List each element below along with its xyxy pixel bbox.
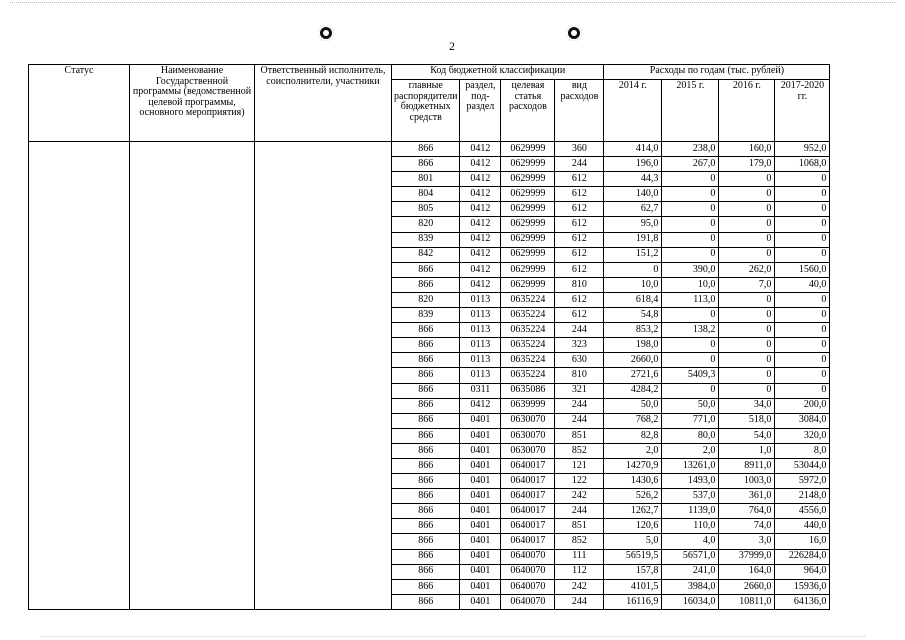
section-code: 0401	[460, 534, 501, 549]
section-code: 0113	[460, 308, 501, 323]
amount-2014: 157,8	[604, 564, 662, 579]
target-article: 0630070	[501, 413, 555, 428]
target-article: 0629999	[501, 262, 555, 277]
expense-type: 323	[555, 338, 604, 353]
amount-2017-2020: 0	[775, 202, 830, 217]
target-article: 0640017	[501, 504, 555, 519]
amount-2015: 138,2	[662, 323, 719, 338]
manager-code: 866	[392, 579, 460, 594]
section-code: 0401	[460, 443, 501, 458]
amount-2015: 0	[662, 247, 719, 262]
amount-2017-2020: 0	[775, 232, 830, 247]
amount-2016: 0	[719, 247, 775, 262]
amount-2014: 50,0	[604, 398, 662, 413]
amount-2017-2020: 0	[775, 368, 830, 383]
header-2017-2020: 2017-2020 гг.	[775, 80, 830, 142]
amount-2014: 198,0	[604, 338, 662, 353]
amount-2017-2020: 0	[775, 172, 830, 187]
section-code: 0401	[460, 489, 501, 504]
manager-code: 866	[392, 413, 460, 428]
target-article: 0629999	[501, 277, 555, 292]
amount-2017-2020: 320,0	[775, 428, 830, 443]
amount-2017-2020: 64136,0	[775, 594, 830, 609]
amount-2017-2020: 2148,0	[775, 489, 830, 504]
manager-code: 866	[392, 383, 460, 398]
target-article: 0630070	[501, 428, 555, 443]
amount-2016: 0	[719, 232, 775, 247]
manager-code: 801	[392, 172, 460, 187]
amount-2015: 0	[662, 172, 719, 187]
amount-2016: 0	[719, 353, 775, 368]
amount-2016: 0	[719, 383, 775, 398]
amount-2014: 2660,0	[604, 353, 662, 368]
amount-2017-2020: 1068,0	[775, 157, 830, 172]
amount-2014: 526,2	[604, 489, 662, 504]
target-article: 0635086	[501, 383, 555, 398]
section-code: 0412	[460, 217, 501, 232]
target-article: 0635224	[501, 308, 555, 323]
expense-type: 612	[555, 202, 604, 217]
amount-2015: 16034,0	[662, 594, 719, 609]
amount-2014: 95,0	[604, 217, 662, 232]
table-row	[29, 142, 830, 157]
amount-2016: 34,0	[719, 398, 775, 413]
page-number: 2	[449, 39, 455, 53]
amount-2015: 1493,0	[662, 474, 719, 489]
expense-type: 612	[555, 247, 604, 262]
expense-type: 852	[555, 443, 604, 458]
header-expense-type: вид расходов	[555, 80, 604, 142]
amount-2016: 74,0	[719, 519, 775, 534]
amount-2016: 1003,0	[719, 474, 775, 489]
header-target-article: целевая статья расходов	[501, 80, 555, 142]
amount-2016: 764,0	[719, 504, 775, 519]
manager-code: 804	[392, 187, 460, 202]
amount-2014: 44,3	[604, 172, 662, 187]
amount-2017-2020: 1560,0	[775, 262, 830, 277]
amount-2015: 0	[662, 202, 719, 217]
header-responsible: Ответственный исполнитель, соисполнители, участники	[255, 65, 392, 142]
expense-type: 612	[555, 308, 604, 323]
amount-2014: 5,0	[604, 534, 662, 549]
amount-2015: 0	[662, 187, 719, 202]
amount-2014: 2,0	[604, 443, 662, 458]
target-article: 0640017	[501, 489, 555, 504]
amount-2014: 4101,5	[604, 579, 662, 594]
amount-2015: 771,0	[662, 413, 719, 428]
expense-type: 121	[555, 458, 604, 473]
target-article: 0629999	[501, 142, 555, 157]
amount-2017-2020: 4556,0	[775, 504, 830, 519]
section-code: 0113	[460, 323, 501, 338]
manager-code: 805	[392, 202, 460, 217]
amount-2015: 110,0	[662, 519, 719, 534]
amount-2015: 3984,0	[662, 579, 719, 594]
budget-table	[28, 64, 830, 610]
manager-code: 839	[392, 232, 460, 247]
amount-2015: 0	[662, 338, 719, 353]
manager-code: 820	[392, 217, 460, 232]
amount-2015: 2,0	[662, 443, 719, 458]
amount-2017-2020: 5972,0	[775, 474, 830, 489]
target-article: 0629999	[501, 187, 555, 202]
section-code: 0412	[460, 262, 501, 277]
amount-2014: 56519,5	[604, 549, 662, 564]
target-article: 0640017	[501, 458, 555, 473]
expense-type: 244	[555, 594, 604, 609]
amount-2014: 82,8	[604, 428, 662, 443]
amount-2017-2020: 8,0	[775, 443, 830, 458]
target-article: 0635224	[501, 292, 555, 307]
amount-2017-2020: 53044,0	[775, 458, 830, 473]
section-code: 0412	[460, 142, 501, 157]
amount-2014: 1262,7	[604, 504, 662, 519]
amount-2016: 179,0	[719, 157, 775, 172]
expense-type: 244	[555, 413, 604, 428]
section-code: 0401	[460, 474, 501, 489]
program-name-cell	[130, 142, 255, 610]
header-2014: 2014 г.	[604, 80, 662, 142]
amount-2014: 196,0	[604, 157, 662, 172]
amount-2015: 0	[662, 383, 719, 398]
amount-2016: 0	[719, 187, 775, 202]
manager-code: 866	[392, 323, 460, 338]
amount-2014: 62,7	[604, 202, 662, 217]
header-2016: 2016 г.	[719, 80, 775, 142]
target-article: 0640070	[501, 594, 555, 609]
amount-2016: 160,0	[719, 142, 775, 157]
amount-2017-2020: 0	[775, 217, 830, 232]
amount-2014: 54,8	[604, 308, 662, 323]
target-article: 0640017	[501, 519, 555, 534]
amount-2017-2020: 0	[775, 292, 830, 307]
manager-code: 866	[392, 368, 460, 383]
section-code: 0401	[460, 428, 501, 443]
target-article: 0635224	[501, 353, 555, 368]
amount-2016: 8911,0	[719, 458, 775, 473]
section-code: 0113	[460, 353, 501, 368]
amount-2017-2020: 0	[775, 308, 830, 323]
amount-2015: 113,0	[662, 292, 719, 307]
amount-2016: 3,0	[719, 534, 775, 549]
amount-2017-2020: 0	[775, 247, 830, 262]
manager-code: 866	[392, 428, 460, 443]
expense-type: 612	[555, 262, 604, 277]
amount-2014: 0	[604, 262, 662, 277]
target-article: 0640070	[501, 564, 555, 579]
amount-2016: 518,0	[719, 413, 775, 428]
manager-code: 866	[392, 398, 460, 413]
expense-type: 122	[555, 474, 604, 489]
manager-code: 866	[392, 474, 460, 489]
expense-type: 244	[555, 323, 604, 338]
target-article: 0635224	[501, 323, 555, 338]
amount-2014: 120,6	[604, 519, 662, 534]
manager-code: 866	[392, 549, 460, 564]
amount-2015: 241,0	[662, 564, 719, 579]
punch-hole-left	[318, 25, 334, 41]
amount-2017-2020: 0	[775, 323, 830, 338]
amount-2017-2020: 16,0	[775, 534, 830, 549]
amount-2016: 37999,0	[719, 549, 775, 564]
section-code: 0401	[460, 519, 501, 534]
expense-type: 244	[555, 157, 604, 172]
amount-2016: 7,0	[719, 277, 775, 292]
amount-2016: 0	[719, 217, 775, 232]
manager-code: 842	[392, 247, 460, 262]
manager-code: 866	[392, 142, 460, 157]
amount-2017-2020: 440,0	[775, 519, 830, 534]
amount-2015: 10,0	[662, 277, 719, 292]
section-code: 0401	[460, 549, 501, 564]
amount-2015: 5409,3	[662, 368, 719, 383]
manager-code: 839	[392, 308, 460, 323]
section-code: 0113	[460, 368, 501, 383]
amount-2016: 0	[719, 172, 775, 187]
expense-type: 851	[555, 428, 604, 443]
expense-type: 851	[555, 519, 604, 534]
section-code: 0412	[460, 277, 501, 292]
amount-2016: 2660,0	[719, 579, 775, 594]
expense-type: 112	[555, 564, 604, 579]
manager-code: 866	[392, 277, 460, 292]
expense-type: 810	[555, 277, 604, 292]
amount-2014: 151,2	[604, 247, 662, 262]
amount-2017-2020: 3084,0	[775, 413, 830, 428]
amount-2014: 2721,6	[604, 368, 662, 383]
scan-edge-top	[10, 2, 895, 3]
section-code: 0412	[460, 247, 501, 262]
target-article: 0630070	[501, 443, 555, 458]
amount-2015: 0	[662, 217, 719, 232]
section-code: 0113	[460, 292, 501, 307]
manager-code: 866	[392, 564, 460, 579]
target-article: 0629999	[501, 232, 555, 247]
amount-2015: 0	[662, 308, 719, 323]
amount-2017-2020: 952,0	[775, 142, 830, 157]
amount-2015: 56571,0	[662, 549, 719, 564]
manager-code: 866	[392, 519, 460, 534]
amount-2017-2020: 15936,0	[775, 579, 830, 594]
manager-code: 820	[392, 292, 460, 307]
expense-type: 810	[555, 368, 604, 383]
target-article: 0640017	[501, 534, 555, 549]
manager-code: 866	[392, 353, 460, 368]
amount-2016: 262,0	[719, 262, 775, 277]
amount-2014: 140,0	[604, 187, 662, 202]
section-code: 0401	[460, 413, 501, 428]
amount-2016: 164,0	[719, 564, 775, 579]
section-code: 0412	[460, 187, 501, 202]
expense-type: 244	[555, 504, 604, 519]
expense-type: 242	[555, 489, 604, 504]
amount-2014: 16116,9	[604, 594, 662, 609]
amount-2016: 54,0	[719, 428, 775, 443]
amount-2016: 0	[719, 292, 775, 307]
expense-type: 360	[555, 142, 604, 157]
amount-2014: 414,0	[604, 142, 662, 157]
amount-2015: 80,0	[662, 428, 719, 443]
amount-2015: 267,0	[662, 157, 719, 172]
amount-2014: 10,0	[604, 277, 662, 292]
amount-2015: 4,0	[662, 534, 719, 549]
header-program-name: Наименование Государственной программы (ведомственной целевой программы, основного мероприятия)	[130, 65, 255, 142]
target-article: 0635224	[501, 338, 555, 353]
manager-code: 866	[392, 534, 460, 549]
section-code: 0412	[460, 232, 501, 247]
amount-2016: 0	[719, 308, 775, 323]
amount-2015: 13261,0	[662, 458, 719, 473]
section-code: 0401	[460, 579, 501, 594]
amount-2016: 0	[719, 202, 775, 217]
responsible-cell	[255, 142, 392, 610]
header-budget-code: Код бюджетной классификации	[392, 65, 604, 80]
amount-2016: 0	[719, 338, 775, 353]
amount-2014: 4284,2	[604, 383, 662, 398]
section-code: 0401	[460, 564, 501, 579]
amount-2016: 361,0	[719, 489, 775, 504]
amount-2017-2020: 0	[775, 187, 830, 202]
section-code: 0412	[460, 202, 501, 217]
punch-hole-right	[566, 25, 582, 41]
amount-2016: 0	[719, 323, 775, 338]
header-status: Статус	[29, 65, 130, 142]
amount-2016: 0	[719, 368, 775, 383]
amount-2014: 1430,6	[604, 474, 662, 489]
target-article: 0629999	[501, 217, 555, 232]
amount-2017-2020: 0	[775, 353, 830, 368]
section-code: 0412	[460, 172, 501, 187]
manager-code: 866	[392, 489, 460, 504]
expense-type: 612	[555, 217, 604, 232]
amount-2017-2020: 200,0	[775, 398, 830, 413]
amount-2017-2020: 0	[775, 383, 830, 398]
amount-2017-2020: 0	[775, 338, 830, 353]
section-code: 0401	[460, 594, 501, 609]
manager-code: 866	[392, 458, 460, 473]
manager-code: 866	[392, 504, 460, 519]
manager-code: 866	[392, 157, 460, 172]
target-article: 0629999	[501, 247, 555, 262]
target-article: 0629999	[501, 157, 555, 172]
amount-2017-2020: 964,0	[775, 564, 830, 579]
status-cell	[29, 142, 130, 610]
manager-code: 866	[392, 443, 460, 458]
header-section: раздел, под-раздел	[460, 80, 501, 142]
amount-2014: 768,2	[604, 413, 662, 428]
target-article: 0629999	[501, 172, 555, 187]
amount-2015: 1139,0	[662, 504, 719, 519]
target-article: 0639999	[501, 398, 555, 413]
section-code: 0311	[460, 383, 501, 398]
expense-type: 630	[555, 353, 604, 368]
manager-code: 866	[392, 594, 460, 609]
expense-type: 612	[555, 292, 604, 307]
target-article: 0635224	[501, 368, 555, 383]
amount-2015: 537,0	[662, 489, 719, 504]
expense-type: 321	[555, 383, 604, 398]
expense-type: 852	[555, 534, 604, 549]
manager-code: 866	[392, 338, 460, 353]
expense-type: 612	[555, 187, 604, 202]
expense-type: 242	[555, 579, 604, 594]
amount-2017-2020: 226284,0	[775, 549, 830, 564]
amount-2015: 390,0	[662, 262, 719, 277]
section-code: 0113	[460, 338, 501, 353]
manager-code: 866	[392, 262, 460, 277]
header-2015: 2015 г.	[662, 80, 719, 142]
expense-type: 244	[555, 398, 604, 413]
header-expenses: Расходы по годам (тыс. рублей)	[604, 65, 830, 80]
amount-2016: 10811,0	[719, 594, 775, 609]
target-article: 0640017	[501, 474, 555, 489]
scan-edge-bottom	[40, 636, 865, 637]
amount-2015: 0	[662, 232, 719, 247]
amount-2015: 50,0	[662, 398, 719, 413]
amount-2016: 1,0	[719, 443, 775, 458]
amount-2014: 14270,9	[604, 458, 662, 473]
amount-2015: 0	[662, 353, 719, 368]
amount-2014: 618,4	[604, 292, 662, 307]
expense-type: 612	[555, 232, 604, 247]
amount-2014: 853,2	[604, 323, 662, 338]
target-article: 0640070	[501, 579, 555, 594]
expense-type: 111	[555, 549, 604, 564]
amount-2017-2020: 40,0	[775, 277, 830, 292]
target-article: 0640070	[501, 549, 555, 564]
expense-type: 612	[555, 172, 604, 187]
header-main-managers: главные распорядители бюджетных средств	[392, 80, 460, 142]
section-code: 0401	[460, 504, 501, 519]
section-code: 0412	[460, 398, 501, 413]
target-article: 0629999	[501, 202, 555, 217]
amount-2014: 191,8	[604, 232, 662, 247]
section-code: 0401	[460, 458, 501, 473]
amount-2015: 238,0	[662, 142, 719, 157]
section-code: 0412	[460, 157, 501, 172]
